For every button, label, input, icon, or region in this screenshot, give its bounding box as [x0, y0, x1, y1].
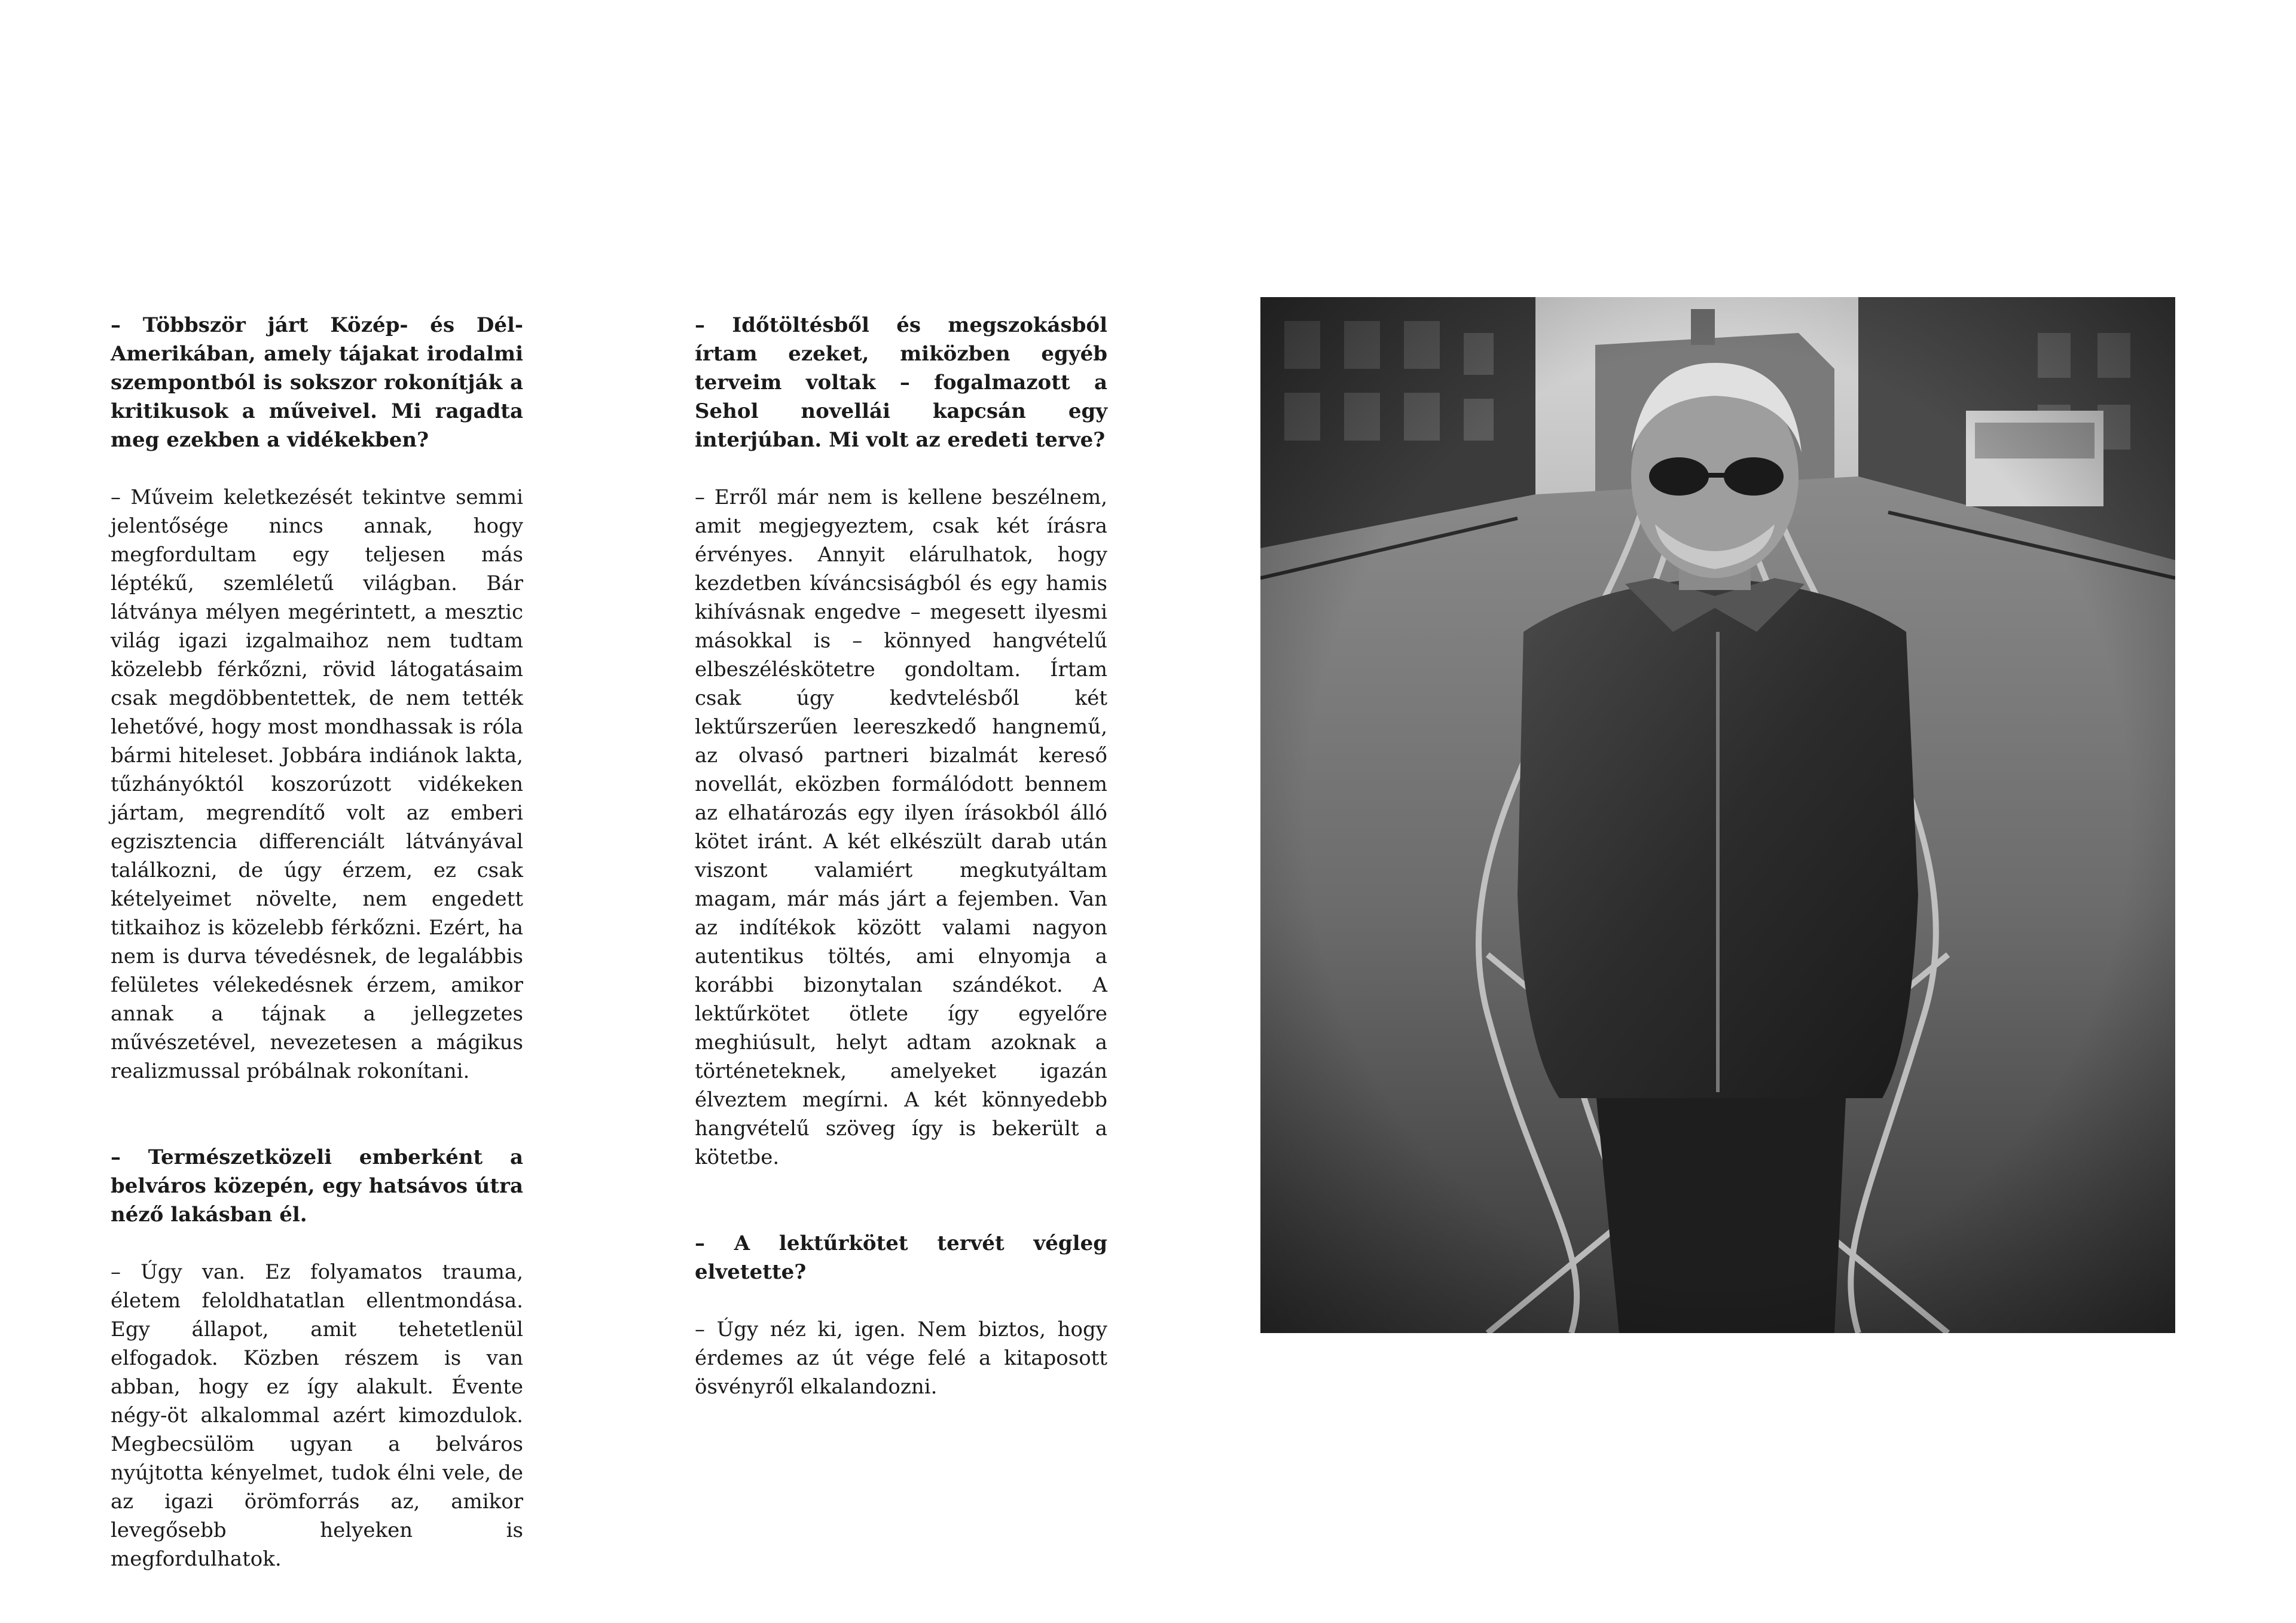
- interview-question: – Természetközeli emberként a belváros közepén, egy hatsávos útra néző lakásban él.: [111, 1145, 523, 1227]
- interview-answer: – Úgy van. Ez folyamatos trauma, életem feloldhatatlan ellentmondása. Egy állapot, amit tehetetlenül elfogadok. Közben részem is van abban, hogy ez így alakult. Évente négy-öt alkalommal azért kimozdulok. Megbecsülöm ugyan a belváros nyújtotta kényelmet, tudok élni vele, de az igazi örömforrás az, amikor levegősebb helyeken is megfordulhatok.: [111, 1260, 523, 1571]
- interview-question: – Időtöltésből és megszokásból írtam ezeket, miközben egyéb terveim voltak – fogalmazott a Sehol novellái kapcsán egy interjúban. Mi volt az eredeti terve?: [695, 313, 1107, 452]
- interview-answer: – Műveim keletkezését tekintve semmi jelentősége nincs annak, hogy megfordultam egy teljesen más léptékű, szemléletű világban. Bár látványa mélyen megérintett, a mesztic világ igazi izgalmaihoz nem tudtam közelebb férkőzni, rövid látogatásaim csak megdöbbentettek, de nem tették lehetővé, hogy most mondhassak is róla bármi hiteleset. Jobbára indiánok lakta, tűzhányóktól koszorúzott vidékeken jártam, megrendítő volt az emberi egzisztencia differenciált látványával találkozni, de úgy érzem, ez csak kételyeimet növelte, nem engedett titkaihoz is közelebb férkőzni. Ezért, ha nem is durva tévedésnek, de legalábbis felületes vélekedésnek érzem, amikor annak a tájnak a jellegzetes művészetével, nevezetesen a mágikus realizmussal próbálnak rokonítani.: [111, 485, 523, 1083]
- left-text-column: [111, 311, 523, 1602]
- portrait-photo: [1260, 297, 2175, 1333]
- interview-question: – A lektűrkötet tervét végleg elvetette?: [695, 1231, 1107, 1284]
- middle-text-column: [695, 311, 1107, 1430]
- interview-answer: – Erről már nem is kellene beszélnem, amit megjegyeztem, csak két írásra érvényes. Annyit elárulhatok, hogy kezdetben kíváncsiságból és egy hamis kihívásnak engedve – megesett ilyesmi másokkal is – könnyed hangvételű elbeszéléskötetre gondoltam. Írtam csak úgy kedvtelésből két lektűrszerűen leereszkedő hangnemű, az olvasó partneri bizalmát kereső novellát, eközben formálódott bennem az elhatározás egy ilyen írásokból álló kötet iránt. A két elkészült darab után viszont valamiért megkutyáltam magam, már más járt a fejemben. Van az indítékok között valami nagyon autentikus töltés, ami elnyomja a korábbi bizonytalan szándékot. A lektűrkötet ötlete így egyelőre meghiúsult, helyt adtam azoknak a történeteknek, amelyeket igazán élveztem megírni. A két könnyedebb hangvételű szöveg így is bekerült a kötetbe.: [695, 485, 1107, 1169]
- interview-answer: – Úgy néz ki, igen. Nem biztos, hogy érdemes az út vége felé a kitaposott ösvényről elkalandozni.: [695, 1318, 1107, 1399]
- interview-question: – Többször járt Közép- és Dél-Amerikában, amely tájakat irodalmi szempontból is sokszor rokonítják a kritikusok a műveivel. Mi ragadta meg ezekben a vidékekben?: [111, 313, 523, 452]
